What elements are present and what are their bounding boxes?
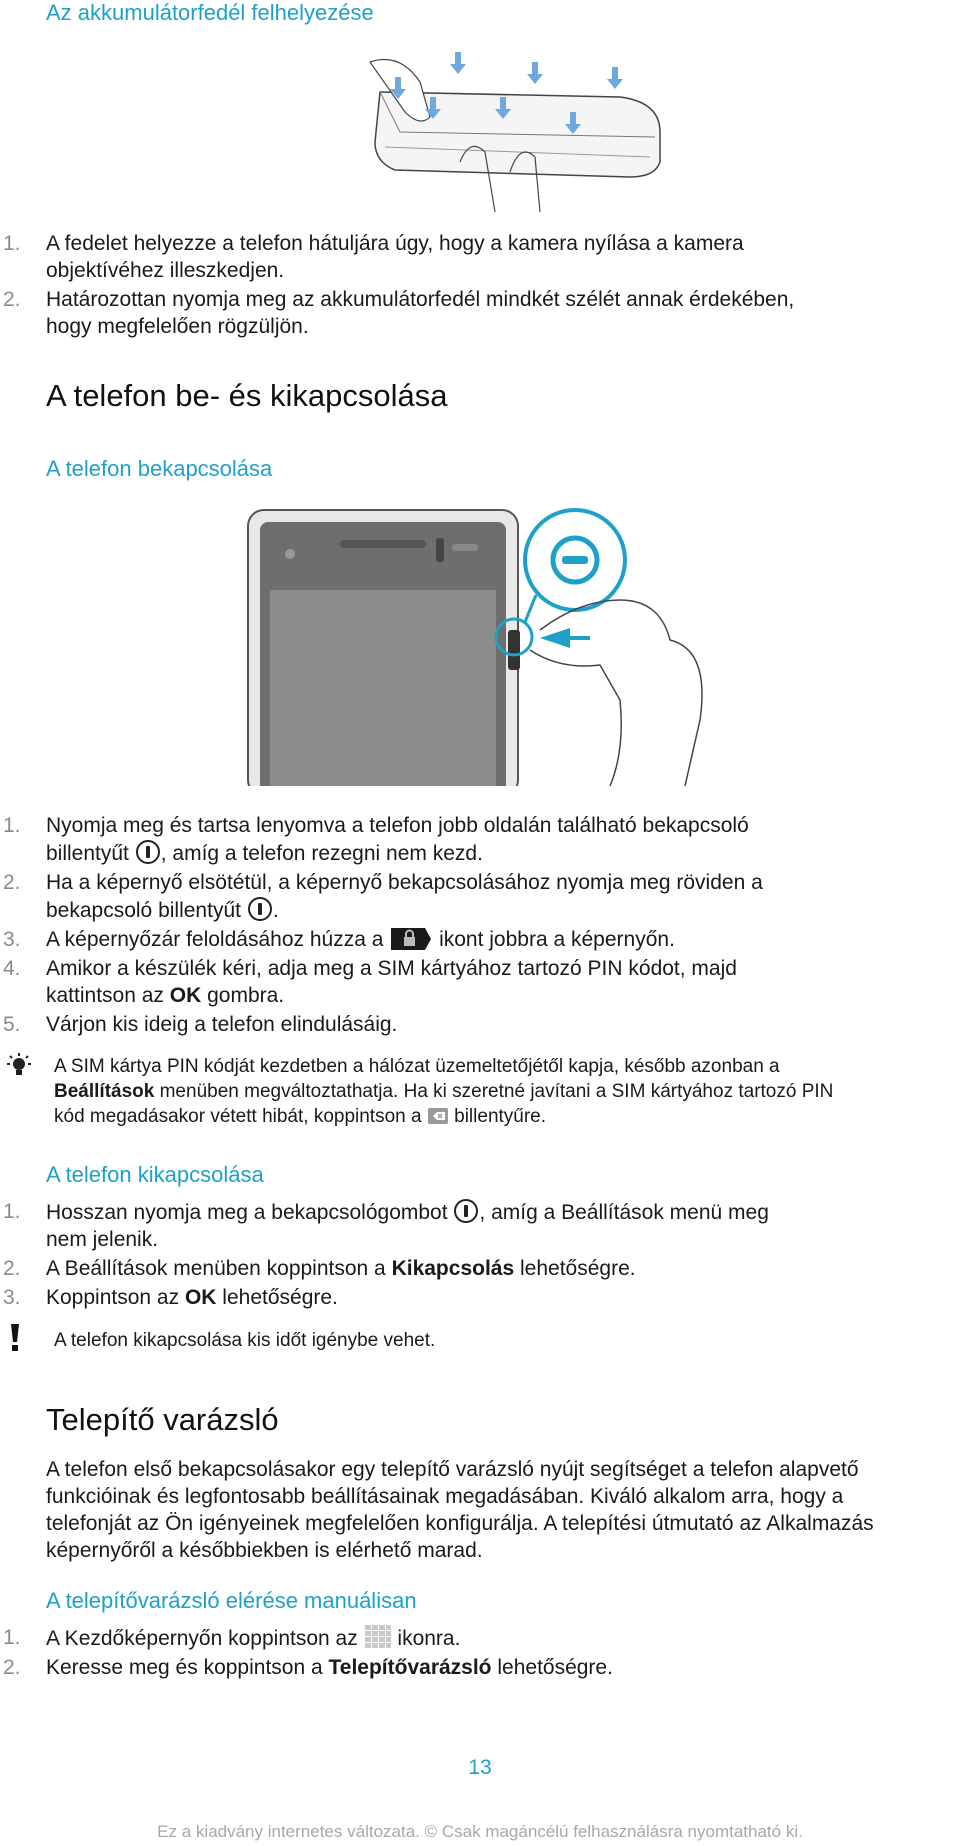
list-item: 2. A Beállítások menüben koppintson a Kikapcsolás lehetőségre.	[3, 1257, 636, 1280]
app-grid-icon	[364, 1624, 392, 1650]
subheading-setup-wizard-manual: A telepítővarázsló elérése manuálisan	[46, 1588, 417, 1613]
section-heading-battery-cover: Az akkumulátorfedél felhelyezése	[46, 0, 374, 25]
subheading-power-off: A telefon kikapcsolása	[46, 1162, 264, 1187]
power-off-steps	[0, 1198, 900, 1313]
lock-icon	[389, 926, 433, 952]
setup-wizard-steps	[0, 1624, 900, 1683]
power-on-steps	[0, 812, 900, 1040]
power-key-icon	[135, 839, 161, 865]
warning-icon	[8, 1322, 22, 1352]
list-item: 1. A Kezdőképernyőn koppintson az ikonra.	[3, 1626, 461, 1650]
tip-note: A SIM kártya PIN kódját kezdetben a hálózat üzemeltetőjétől kapja, később azonban a Beállítások menüben megváltoztathatja. Ha ki szeretné javítani a SIM kártyához tartozó PIN kód megadásakor vétett hibát, koppintson a billentyűre.	[54, 1056, 834, 1127]
section-heading-setup-wizard: Telepítő varázsló	[46, 1402, 279, 1437]
list-item: 3. A képernyőzár feloldásához húzza a ikont jobbra a képernyőn.	[3, 928, 675, 951]
page-number: 13	[468, 1756, 492, 1779]
list-item: 1. Hosszan nyomja meg a bekapcsológombot , amíg a Beállítások menü meg nem jelenik.	[3, 1200, 769, 1251]
list-item: 2. Határozottan nyomja meg az akkumulátorfedél mindkét szélét annak érdekében, hogy megfelelően rögzüljön.	[3, 288, 795, 338]
delete-key-icon	[427, 1106, 449, 1126]
warning-note: A telefon kikapcsolása kis időt igénybe vehet.	[54, 1330, 436, 1351]
list-item: 1. Nyomja meg és tartsa lenyomva a telefon jobb oldalán található bekapcsoló billentyűt , amíg a telefon rezegni nem kezd.	[3, 814, 749, 865]
list-item: 2. Keresse meg és koppintson a Telepítővarázsló lehetőségre.	[3, 1656, 613, 1679]
list-item: 4. Amikor a készülék kéri, adja meg a SIM kártyához tartozó PIN kódot, majd kattintson az OK gombra.	[3, 957, 737, 1007]
battery-cover-illustration	[360, 42, 680, 212]
power-key-icon	[247, 896, 273, 922]
list-item: 3. Koppintson az OK lehetőségre.	[3, 1286, 338, 1309]
list-item: 5. Várjon kis ideig a telefon elindulásáig.	[3, 1013, 398, 1036]
list-item: 2. Ha a képernyő elsötétül, a képernyő bekapcsolásához nyomja meg röviden a bekapcsoló billentyűt .	[3, 871, 763, 922]
setup-wizard-paragraph: A telefon első bekapcsolásakor egy telepítő varázsló nyújt segítséget a telefon alapvető funkcióinak és legfontosabb beállításainak megadásában. Kiváló alkalom arra, hogy a telefonját az Ön igényeinek megfelelően konfigurálja. A telepítési útmutató az Alkalmazás képernyőről a későbbiekben is elérhető marad.	[46, 1458, 874, 1562]
battery-cover-steps	[0, 230, 900, 342]
subheading-power-on: A telefon bekapcsolása	[46, 456, 273, 481]
power-on-illustration	[240, 500, 760, 786]
power-key-icon	[453, 1198, 479, 1224]
list-item: 1. A fedelet helyezze a telefon hátuljára úgy, hogy a kamera nyílása a kamera objektívéhez illeszkedjen.	[3, 232, 744, 282]
tip-bulb-icon	[4, 1052, 34, 1080]
section-heading-power: A telefon be- és kikapcsolása	[46, 378, 448, 413]
page-footer: Ez a kiadvány internetes változata. © Csak magáncélú felhasználásra nyomtatható ki.	[157, 1822, 803, 1841]
